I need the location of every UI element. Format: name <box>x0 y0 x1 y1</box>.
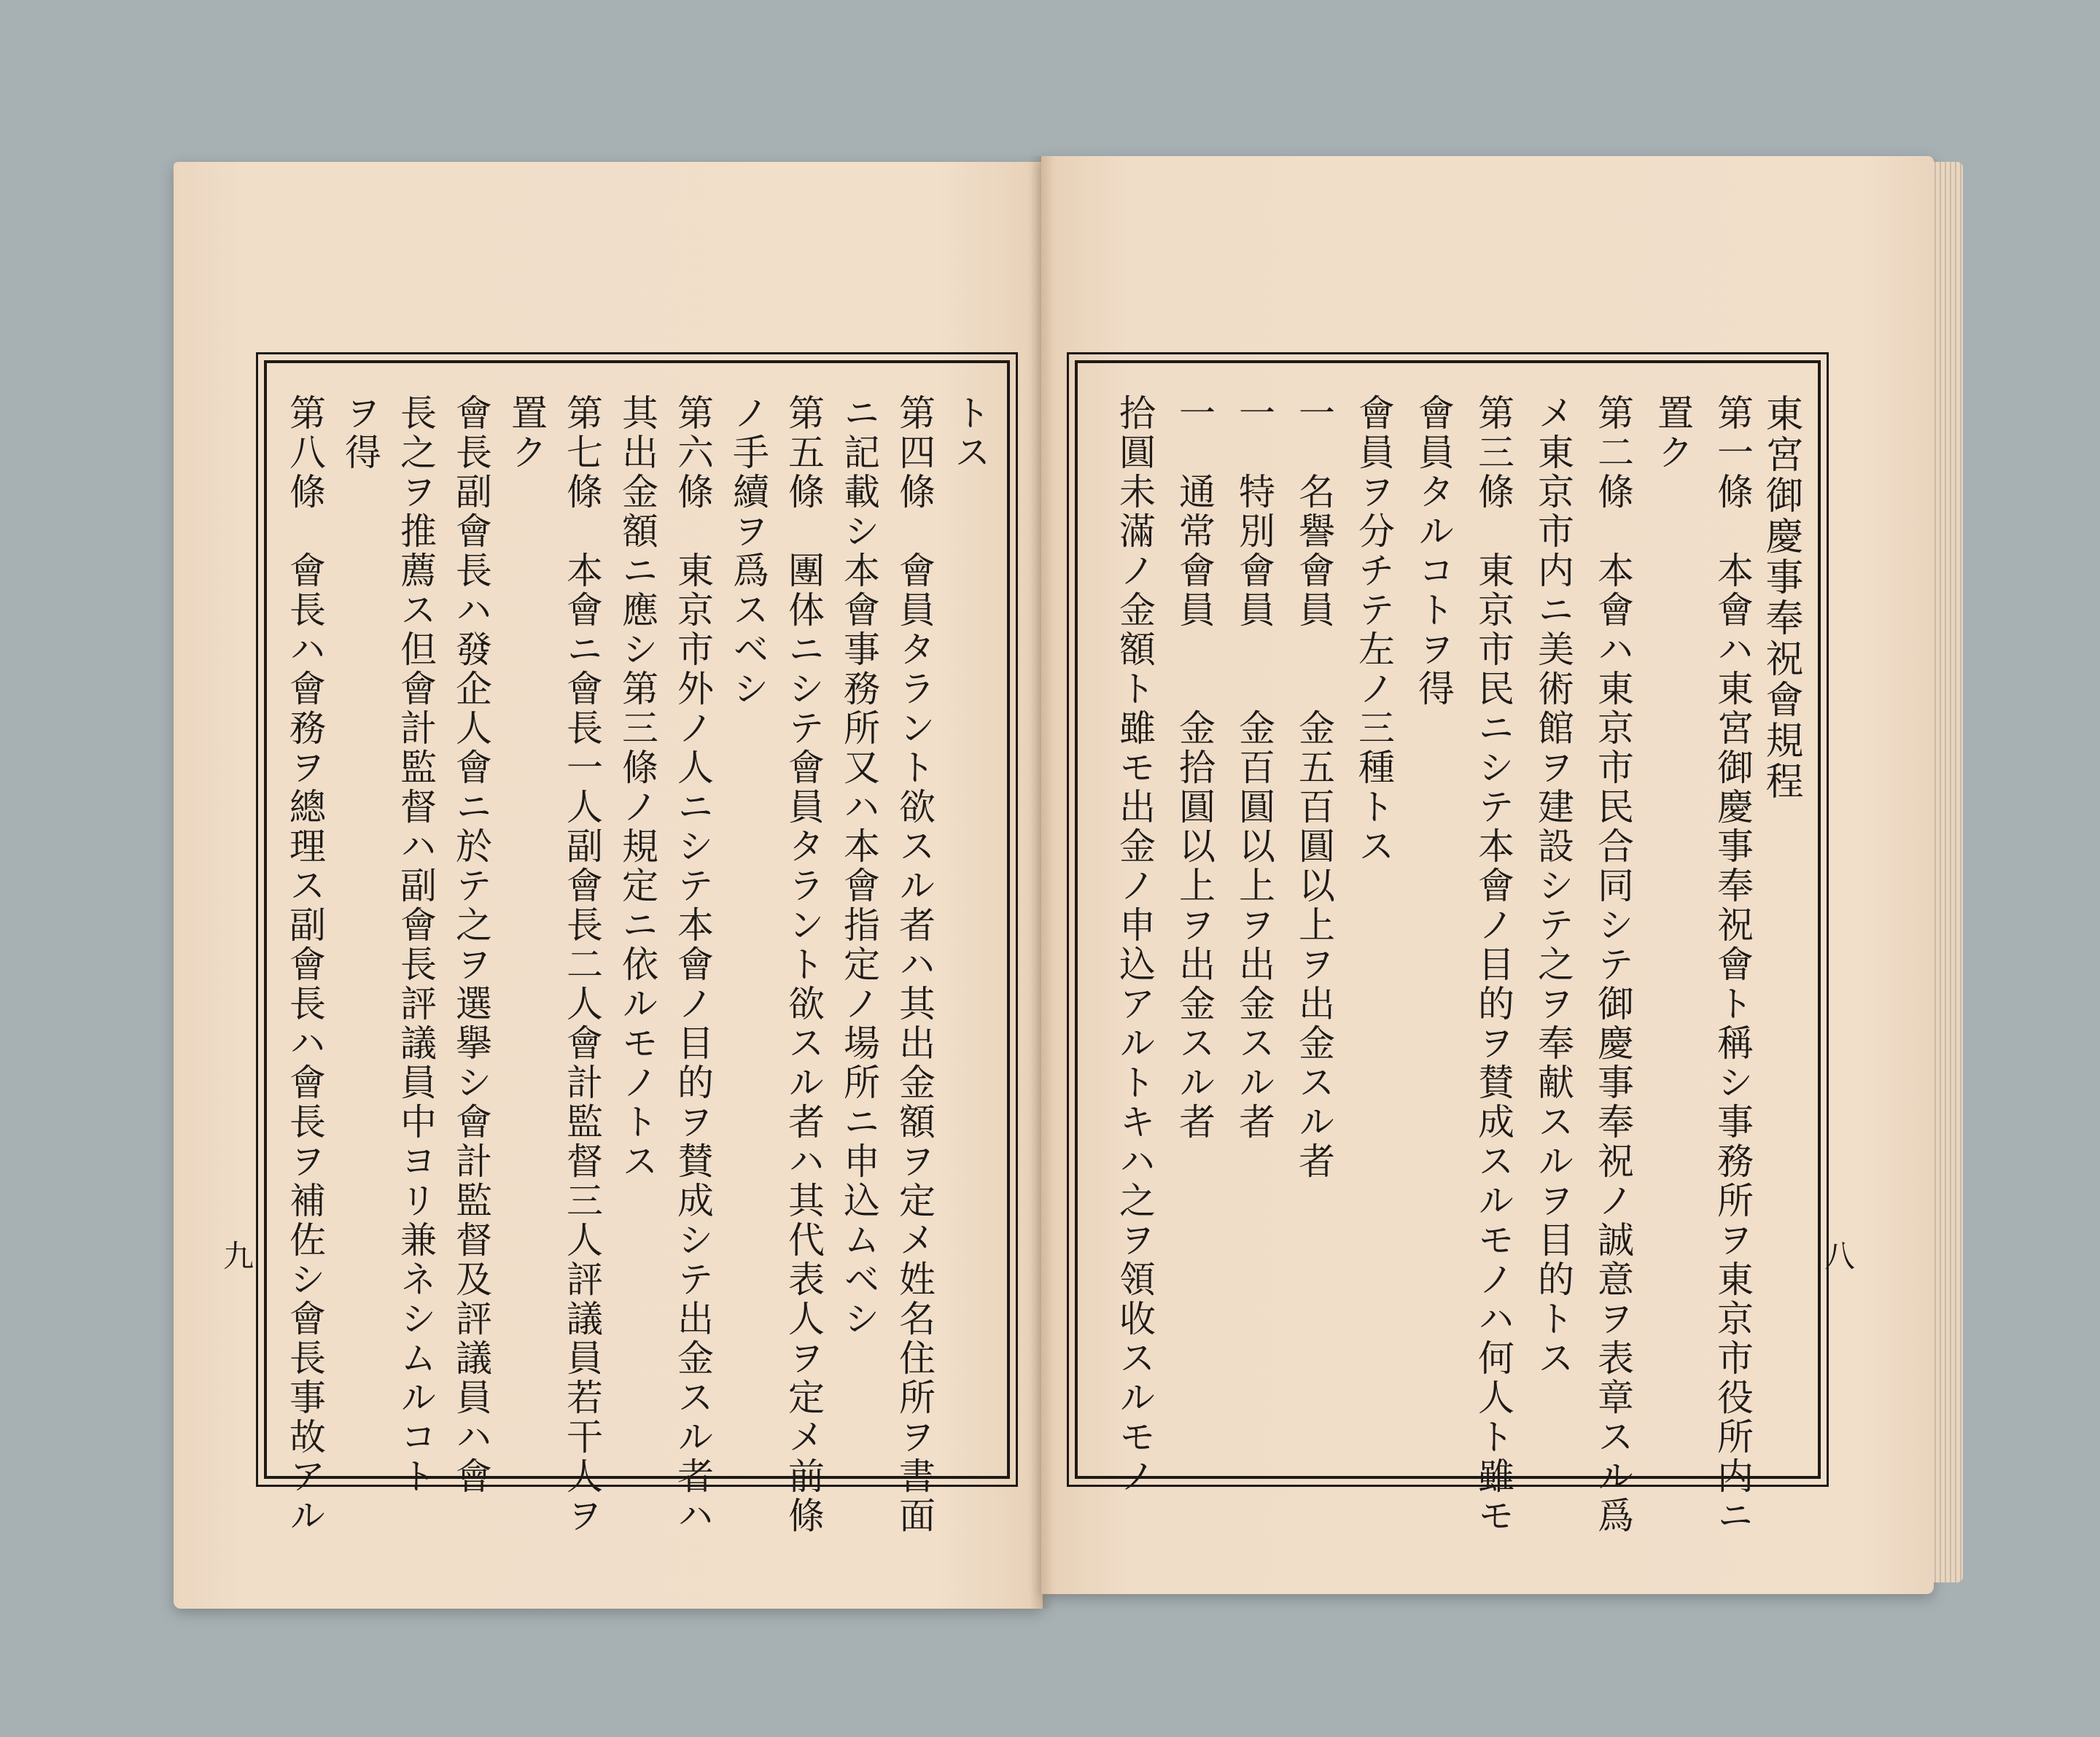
left-column-10: 會長副會長ハ發企人會ニ於テ之ヲ選擧シ會計監督及評議員ハ會 <box>450 394 492 1496</box>
right-column-9: 一 特別會員 金百圓以上ヲ出金スル者 <box>1233 394 1275 1142</box>
left-column-7: 其出金額ニ應シ第三條ノ規定ニ依ルモノトス <box>616 394 658 1181</box>
right-column-1: 第一條 本會ハ東宮御慶事奉祝會ト稱シ事務所ヲ東京市役所内ニ <box>1711 394 1754 1536</box>
right-column-2: 置ク <box>1652 394 1694 473</box>
right-column-10: 一 通常會員 金拾圓以上ヲ出金スル者 <box>1173 394 1216 1142</box>
right-page-text-frame <box>1075 360 1821 1536</box>
left-column-2: 第四條 會員タラント欲スル者ハ其出金額ヲ定メ姓名住所ヲ書面 <box>893 394 936 1536</box>
right-column-6: 會員タルコトヲ得 <box>1412 394 1455 709</box>
right-column-3: 第二條 本會ハ東京市民合同シテ御慶事奉祝ノ誠意ヲ表章スル爲 <box>1592 394 1634 1536</box>
right-column-11: 拾圓未滿ノ金額ト雖モ出金ノ申込アルトキハ之ヲ領收スルモノ <box>1113 394 1156 1496</box>
book-spine <box>1030 156 1054 1609</box>
left-column-3: ニ記載シ本會事務所又ハ本會指定ノ場所ニ申込ムベシ <box>838 394 880 1339</box>
right-column-4: メ東京市内ニ美術館ヲ建設シテ之ヲ奉献スルヲ目的トス <box>1532 394 1574 1378</box>
left-column-4: 第五條 團体ニシテ會員タラント欲スル者ハ其代表人ヲ定メ前條 <box>782 394 825 1536</box>
left-column-5: ノ手續ヲ爲スベシ <box>727 394 769 709</box>
left-column-12: ヲ得 <box>339 394 381 473</box>
right-column-5: 第三條 東京市民ニシテ本會ノ目的ヲ賛成スルモノハ何人ト雖モ <box>1472 394 1514 1536</box>
right-page-number: 八 <box>1824 1238 1856 1274</box>
left-page-text-frame <box>264 360 1010 1536</box>
left-page-number: 九 <box>223 1238 254 1274</box>
left-column-8: 第七條 本會ニ會長一人副會長二人會計監督三人評議員若干人ヲ <box>561 394 603 1536</box>
left-column-9: 置ク <box>505 394 548 473</box>
left-column-11: 長之ヲ推薦ス但會計監督ハ副會長評議員中ヨリ兼ネシムルコト <box>394 394 437 1496</box>
page-stack-edge <box>1931 162 1963 1582</box>
left-column-1: トス <box>949 394 991 473</box>
left-column-6: 第六條 東京市外ノ人ニシテ本會ノ目的ヲ賛成シテ出金スル者ハ <box>672 394 714 1536</box>
page-title: 東宮御慶事奉祝會規程 <box>1759 394 1802 802</box>
right-column-7: 會員ヲ分チテ左ノ三種トス <box>1353 394 1395 866</box>
left-column-13: 第八條 會長ハ會務ヲ總理ス副會長ハ會長ヲ補佐シ會長事故アル <box>284 394 326 1536</box>
right-column-8: 一 名譽會員 金五百圓以上ヲ出金スル者 <box>1293 394 1335 1181</box>
